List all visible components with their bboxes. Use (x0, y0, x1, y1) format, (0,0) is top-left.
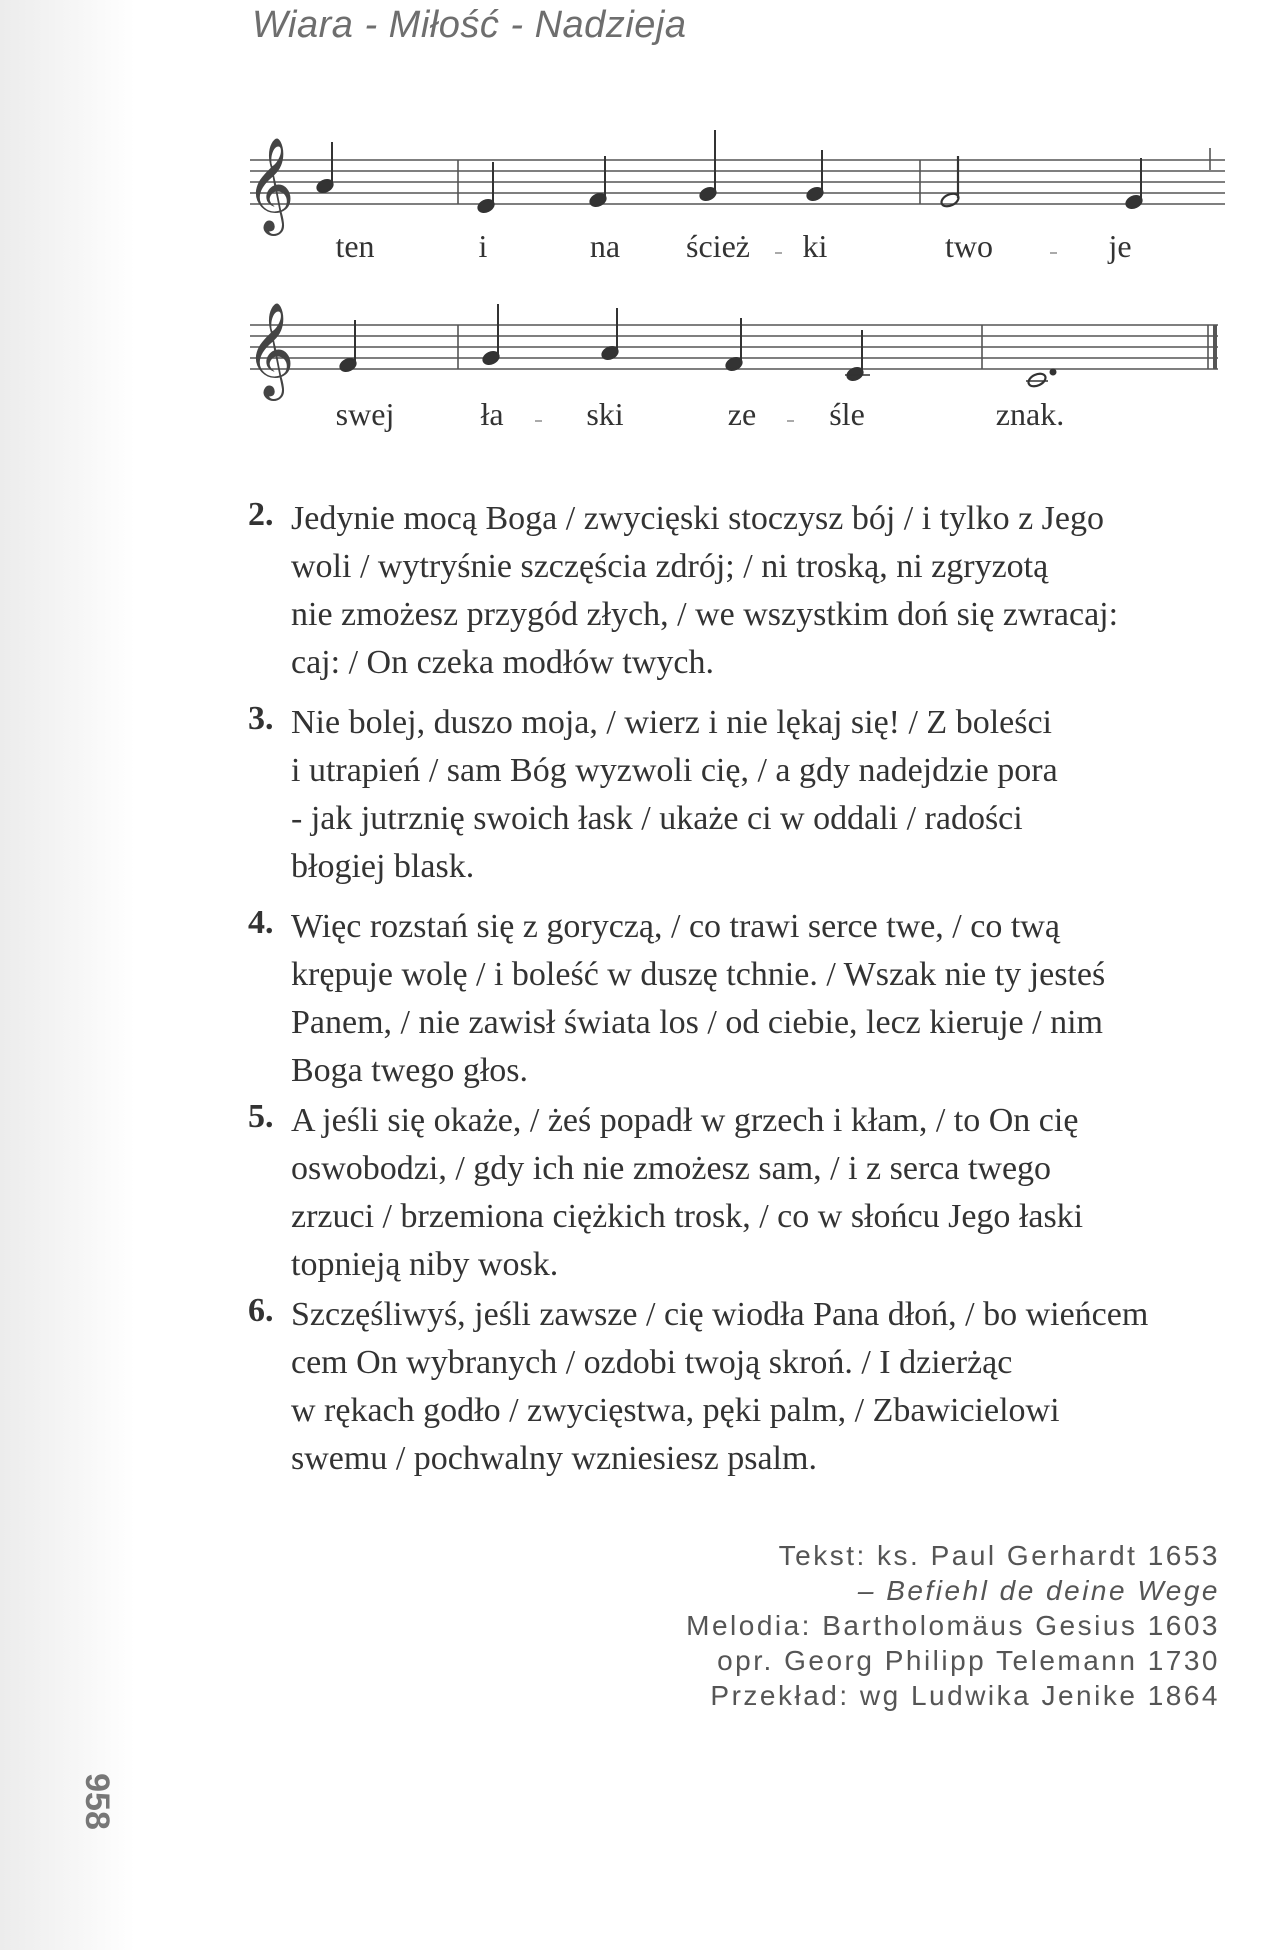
verse-line: Więc rozstań się z goryczą, / co trawi serce twe, / co twą (291, 908, 1060, 945)
verse-line: swemu / pochwalny wzniesiesz psalm. (291, 1440, 817, 1477)
verse-line: Boga twego głos. (291, 1052, 529, 1089)
verse-line: A jeśli się okaże, / żeś popadł w grzech i kłam, / to On cię (291, 1102, 1079, 1139)
lyric-syllable: śle (829, 396, 865, 432)
verse-line: cem On wybranych / ozdobi twoją skroń. / I dzierżąc (291, 1344, 1013, 1381)
lyric-syllable: ze (727, 396, 757, 432)
verse-4 (0, 904, 1275, 1104)
hyphen (535, 420, 542, 422)
lyric-syllable: swej (335, 396, 395, 432)
lyric-syllable: ki (802, 228, 828, 264)
treble-clef-icon: 𝄞 (246, 137, 295, 232)
verse-line: Panem, / nie zawisł świata los / od ciebie, lecz kieruje / nim (291, 1004, 1103, 1041)
verse-line: woli / wytryśnie szczęścia zdrój; / ni troską, ni zgryzotą (291, 548, 1049, 585)
lyric-syllable: ścież (686, 228, 750, 264)
verse-line: Szczęśliwyś, jeśli zawsze / cię wiodła Pana dłoń, / bo wieńcem (291, 1296, 1149, 1333)
credit-text: Tekst: ks. Paul Gerhardt 1653 (778, 1540, 1220, 1571)
verse-line: topnieją niby wosk. (291, 1246, 559, 1283)
verse-line: błogiej blask. (291, 848, 475, 885)
credit-melody: Melodia: Bartholomäus Gesius 1603 (686, 1610, 1220, 1641)
lyric-syllable: two (945, 228, 993, 264)
verse-line: - jak jutrznię swoich łask / ukaże ci w oddali / radości (291, 800, 1023, 837)
verse-number: 6. (248, 1292, 274, 1329)
treble-clef-icon: 𝄞 (246, 302, 295, 397)
page-title: Wiara - Miłość - Nadzieja (252, 4, 687, 46)
music-staff-2 (0, 290, 1275, 410)
hyphen (787, 420, 794, 422)
verse-line: krępuje wolę / i boleść w duszę tchnie. / Wszak nie ty jesteś (291, 956, 1106, 993)
verse-number: 2. (248, 496, 274, 533)
lyric-syllable: i (478, 228, 488, 264)
lyric-syllable: na (589, 228, 621, 264)
credit-arrangement: opr. Georg Philipp Telemann 1730 (717, 1645, 1220, 1676)
song-credits (540, 1538, 1220, 1713)
verse-number: 3. (248, 700, 274, 737)
verse-line: Nie bolej, duszo moja, / wierz i nie lękaj się! / Z boleści (291, 704, 1052, 741)
lyric-syllable: znak. (995, 396, 1065, 432)
verse-2 (0, 496, 1275, 696)
verse-line: Jedynie mocą Boga / zwycięski stoczysz bój / i tylko z Jego (291, 500, 1104, 537)
lyric-syllable: je (1108, 228, 1132, 264)
lyric-syllable: ła (480, 396, 504, 432)
credit-original-title: – Befiehl de deine Wege (857, 1575, 1220, 1606)
verse-line: w rękach godło / zwycięstwa, pęki palm, / Zbawicielowi (291, 1392, 1060, 1429)
lyric-syllable: ten (335, 228, 375, 264)
verse-6 (0, 1292, 1275, 1492)
verse-line: i utrapień / sam Bóg wyzwoli cię, / a gdy nadejdzie pora (291, 752, 1058, 789)
hyphen (1050, 252, 1057, 254)
hyphen (775, 252, 782, 254)
verse-line: oswobodzi, / gdy ich nie zmożesz sam, / i z serca twego (291, 1150, 1052, 1187)
verse-number: 5. (248, 1098, 274, 1135)
verse-number: 4. (248, 904, 274, 941)
lyric-syllable: ski (586, 396, 624, 432)
verse-line: zrzuci / brzemiona ciężkich trosk, / co w słońcu Jego łaski (291, 1198, 1084, 1235)
music-staff-1 (0, 120, 1275, 240)
credit-translation: Przekład: wg Ludwika Jenike 1864 (710, 1680, 1220, 1711)
verse-5 (0, 1098, 1275, 1298)
verse-line: nie zmożesz przygód złych, / we wszystkim doń się zwracaj: (291, 596, 1119, 633)
verse-3 (0, 700, 1275, 900)
verse-line: caj: / On czeka modłów twych. (291, 644, 714, 681)
page-number: 958 (77, 1773, 116, 1830)
